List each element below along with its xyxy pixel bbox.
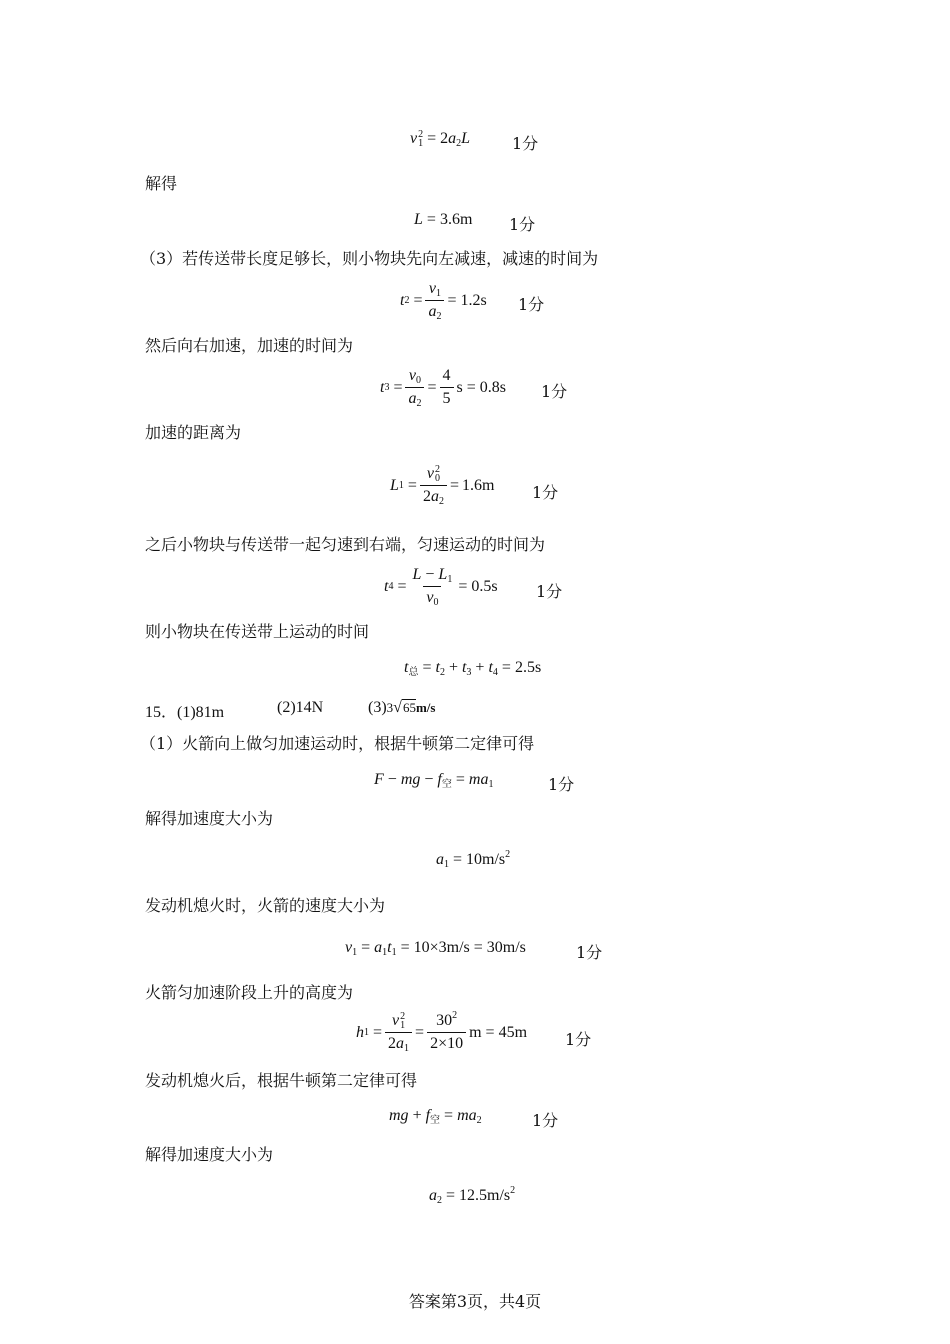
equation-h1: h 1 = v 2 1 $2a_1$ = $\frac{30^2}{2\times 10}$ m = 45m — [356, 1010, 528, 1055]
value-a2: 12.5m/s — [459, 1187, 511, 1204]
score-mark: 1分 — [548, 775, 575, 794]
equation-v1: $v_1 = a_1t_1 = 10\times 3m/s = 30m/s$ — [345, 939, 526, 958]
answer-2: (2)14N — [277, 699, 324, 716]
equation-a1: $a_1 = 10m/s^2$ — [436, 849, 511, 870]
score-mark: 1分 — [509, 215, 536, 234]
page-footer: 答案第3页，共4页 — [408, 1292, 542, 1311]
value-a1: 10m/s — [466, 851, 506, 868]
equation-newton-1: F − mg − $f_空 = ma_1$ — [374, 771, 494, 790]
score-mark: 1分 — [541, 382, 568, 401]
value-L: 3.6m — [439, 211, 473, 228]
text-line: 则小物块在传送带上运动的时间 — [145, 622, 370, 641]
value-t-total: 2.5s — [514, 659, 542, 676]
equation-L: L = 3.6m — [414, 211, 473, 228]
equation-a2: $a_2 = 12.5m/s^2$ — [429, 1185, 516, 1206]
value-t3: 0.8s — [479, 378, 506, 396]
text-line: 火箭匀加速阶段上升的高度为 — [145, 983, 354, 1002]
equation-t3: t 3 = $\frac{v_0}{a_2}$ = $\frac{4}{5}$ s = 0.8s — [380, 367, 506, 409]
score-mark: 1分 — [532, 1111, 559, 1130]
answer-3-radicand: 65 — [402, 700, 416, 715]
question-15-answers — [145, 699, 224, 722]
score-mark: 1分 — [565, 1030, 592, 1049]
equation-t4: t 4 = $\frac{L - L_1}{v_0}$ = 0.5s — [384, 566, 498, 608]
text-line: 之后小物块与传送带一起匀速到右端，匀速运动的时间为 — [145, 535, 546, 554]
score-mark: 1分 — [536, 582, 563, 601]
text-line: 发动机熄火时，火箭的速度大小为 — [145, 896, 386, 915]
value-t2: 1.2s — [460, 291, 487, 309]
value-h1: 45m — [498, 1023, 528, 1041]
text-line: 解得加速度大小为 — [145, 809, 274, 828]
value-t4: 0.5s — [471, 577, 498, 595]
answer-1: (1)81m — [177, 704, 225, 721]
text-line: 加速的距离为 — [145, 423, 242, 442]
text-line: 解得加速度大小为 — [145, 1145, 274, 1164]
text-line: （3）若传送带长度足够长，则小物块先向左减速，减速的时间为 — [140, 249, 599, 268]
equation-newton-2: mg + $f_空 = ma_2$ — [389, 1107, 482, 1126]
score-mark: 1分 — [512, 134, 539, 153]
equation-t-total: $t_总 = t_2 + t_3 + t_4 = 2.5s$ — [404, 659, 542, 678]
text-line: （1）火箭向上做匀加速运动时，根据牛顿第二定律可得 — [140, 734, 535, 753]
question-number: 15． — [145, 704, 178, 721]
text-line: 发动机熄火后，根据牛顿第二定律可得 — [145, 1071, 418, 1090]
answer-3: (3)3√65m/s — [368, 699, 436, 716]
value-v1: 10×3m/s = 30m/s — [413, 939, 526, 956]
answer-3-unit: m/s — [415, 700, 436, 715]
text-line: 解得 — [145, 174, 178, 193]
value-L1: 1.6m — [461, 476, 495, 494]
equation-v1-squared: v 2 1 = $2a_2L$ — [410, 129, 471, 150]
score-mark: 1分 — [576, 943, 603, 962]
answer-3-coefficient: 3 — [386, 700, 394, 715]
equation-t2: t 2 = $\frac{v_1}{a_2}$ = 1.2s — [400, 280, 487, 322]
text-line: 然后向右加速，加速的时间为 — [145, 336, 354, 355]
equation-L1: L 1 = v 2 0 $2a_2$ = 1.6m — [390, 464, 495, 508]
score-mark: 1分 — [518, 295, 545, 314]
score-mark: 1分 — [532, 483, 559, 502]
